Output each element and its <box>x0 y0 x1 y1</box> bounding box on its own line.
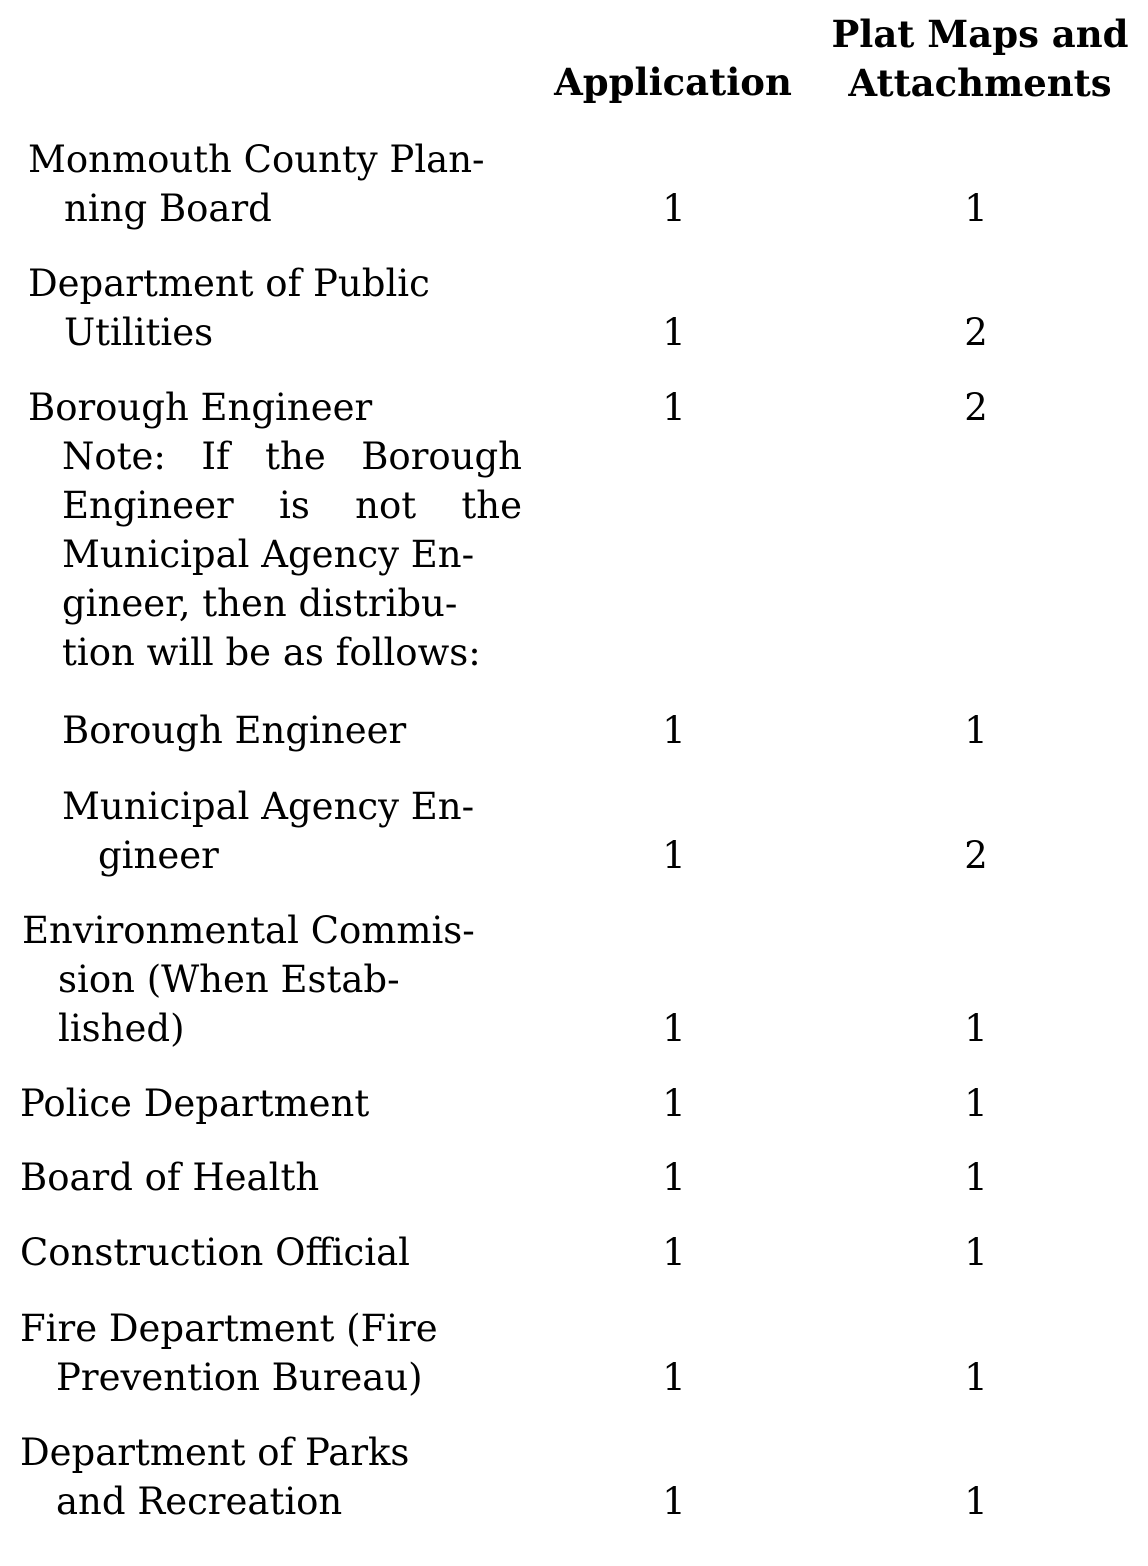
agency-name <box>20 1304 540 1402</box>
agency-line: sion (When Estab- <box>58 958 400 1001</box>
agency-line: Prevention Bureau) <box>56 1356 423 1399</box>
agency-line: Environmental Commis- <box>22 909 475 952</box>
application-count: 1 <box>662 386 686 429</box>
application-count: 1 <box>662 1007 686 1050</box>
plat-count: 2 <box>964 834 988 877</box>
agency-line: and Recreation <box>56 1480 343 1523</box>
column-header-plat-maps <box>820 10 1140 108</box>
agency-line: lished) <box>58 1007 185 1050</box>
agency-name <box>20 1428 540 1526</box>
agency-name <box>22 906 542 1053</box>
agency-name <box>28 135 548 233</box>
agency-line: Municipal Agency En- <box>62 785 475 828</box>
agency-name <box>20 1079 540 1128</box>
application-count: 1 <box>662 1231 686 1274</box>
agency-line: Utilities <box>64 311 214 354</box>
application-count: 1 <box>662 311 686 354</box>
column-header-plat-line2: Attachments <box>848 61 1112 105</box>
plat-count: 1 <box>964 1356 988 1399</box>
agency-name <box>20 1228 540 1277</box>
application-count: 1 <box>662 1480 686 1523</box>
agency-line: ning Board <box>64 187 272 230</box>
plat-count: 1 <box>964 1156 988 1199</box>
agency-name <box>28 383 548 432</box>
agency-line: Monmouth County Plan- <box>28 138 485 181</box>
plat-count: 1 <box>964 709 988 752</box>
agency-line: gineer <box>98 834 219 877</box>
plat-count: 1 <box>964 187 988 230</box>
agency-line: Borough Engineer <box>28 386 373 429</box>
column-header-application: Application <box>554 60 792 104</box>
application-count: 1 <box>662 709 686 752</box>
agency-line: Borough Engineer <box>62 709 407 752</box>
note-line: gineer, then distribu- <box>62 582 458 625</box>
agency-name <box>28 259 548 357</box>
plat-count: 1 <box>964 1007 988 1050</box>
agency-line: Police Department <box>20 1082 370 1125</box>
agency-name <box>62 782 582 880</box>
agency-line: Department of Public <box>28 262 430 305</box>
note-line: Municipal Agency En- <box>62 533 475 576</box>
note-line: tion will be as follows: <box>62 631 481 674</box>
agency-line: Fire Department (Fire <box>20 1307 438 1350</box>
distribution-note <box>62 432 522 677</box>
application-count: 1 <box>662 187 686 230</box>
plat-count: 1 <box>964 1231 988 1274</box>
note-line: Engineer is not the <box>62 484 522 527</box>
application-count: 1 <box>662 834 686 877</box>
agency-line: Board of Health <box>20 1156 320 1199</box>
agency-line: Department of Parks <box>20 1431 410 1474</box>
plat-count: 1 <box>964 1480 988 1523</box>
application-count: 1 <box>662 1082 686 1125</box>
agency-line: Construction Official <box>20 1231 410 1274</box>
plat-count: 1 <box>964 1082 988 1125</box>
application-count: 1 <box>662 1156 686 1199</box>
agency-name <box>20 1153 540 1202</box>
agency-name <box>62 706 582 755</box>
application-count: 1 <box>662 1356 686 1399</box>
note-line: Note: If the Borough <box>62 435 522 478</box>
plat-count: 2 <box>964 311 988 354</box>
plat-count: 2 <box>964 386 988 429</box>
column-header-plat-line1: Plat Maps and <box>831 12 1129 56</box>
